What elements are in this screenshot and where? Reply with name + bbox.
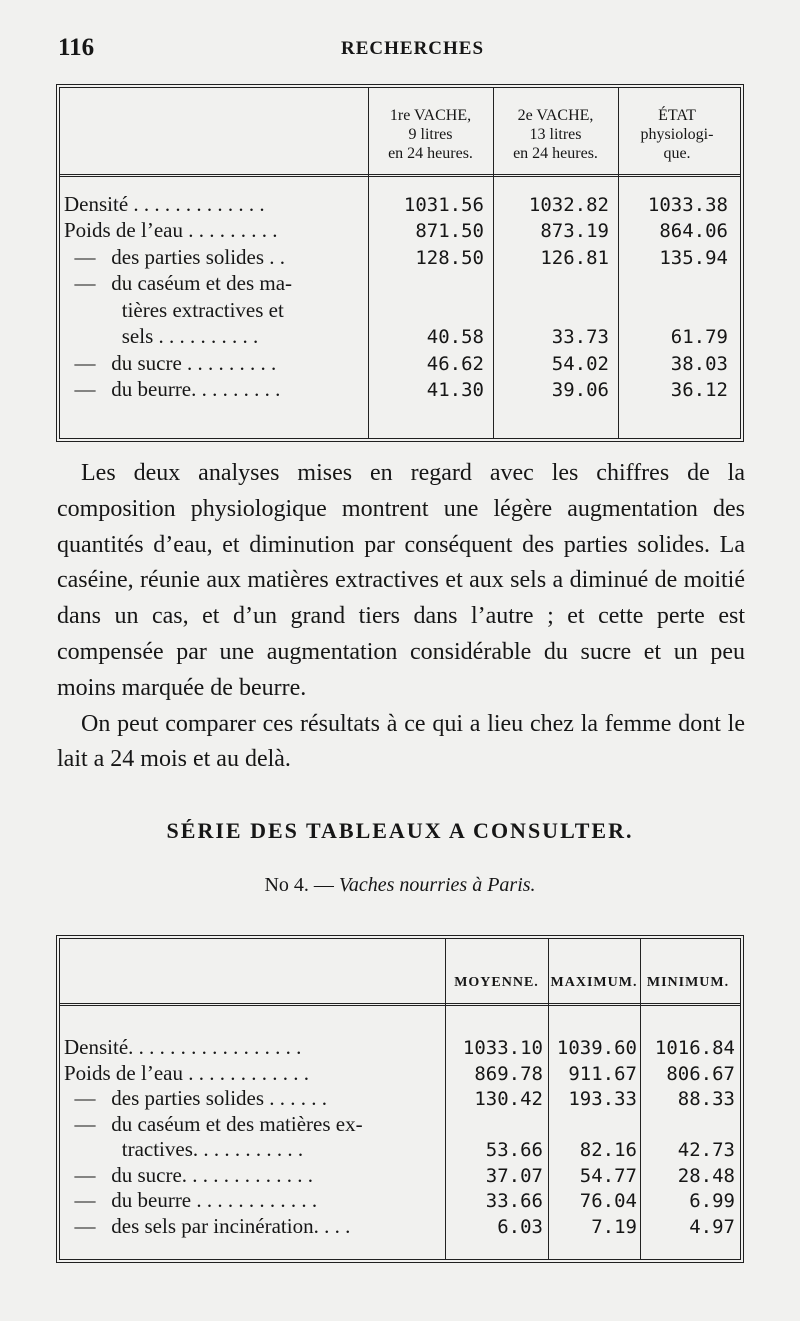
value-cell: 54.77 <box>579 1165 637 1187</box>
value-cell: 33.73 <box>551 326 609 348</box>
value-cell: 33.66 <box>485 1190 543 1212</box>
column-header-minimum: MINIMUM. <box>646 975 730 990</box>
value-cell: 6.99 <box>689 1190 735 1212</box>
header-rule <box>60 174 740 177</box>
column-header-line: 13 litres <box>529 126 582 143</box>
page-header <box>58 34 738 70</box>
column-header-second-cow <box>493 106 618 163</box>
row-label: — du sucre . . . . . . . . . <box>64 351 277 375</box>
row-label: Poids de l’eau . . . . . . . . . . . . <box>64 1061 309 1085</box>
value-cell: 1033.10 <box>462 1037 543 1059</box>
value-cell: 4.97 <box>689 1216 735 1238</box>
row-label: — du beurre. . . . . . . . . <box>64 377 281 401</box>
table-title: Vaches nourries à Paris. <box>338 874 536 896</box>
column-header-line: physiologi- <box>640 126 714 143</box>
header-rule <box>60 1003 740 1006</box>
row-label: — du beurre . . . . . . . . . . . . <box>64 1188 318 1212</box>
value-cell: 38.03 <box>670 353 728 375</box>
value-cell: 53.66 <box>485 1139 543 1161</box>
table-number: No 4. — <box>264 874 334 896</box>
row-label: — du sucre. . . . . . . . . . . . . <box>64 1163 314 1187</box>
comparison-table <box>56 84 744 442</box>
row-label: — du caséum et des matières ex- <box>64 1112 363 1136</box>
value-cell: 28.48 <box>677 1165 735 1187</box>
value-cell: 135.94 <box>659 247 728 269</box>
value-cell: 1032.82 <box>528 194 609 216</box>
column-header-line: 1re VACHE, <box>389 107 472 124</box>
value-cell: 40.58 <box>426 326 484 348</box>
row-label: tractives. . . . . . . . . . . <box>64 1137 304 1161</box>
value-cell: 911.67 <box>568 1063 637 1085</box>
value-cell: 1031.56 <box>403 194 484 216</box>
value-cell: 82.16 <box>579 1139 637 1161</box>
value-cell: 61.79 <box>670 326 728 348</box>
value-cell: 42.73 <box>677 1139 735 1161</box>
row-label: — des sels par incinération. . . . <box>64 1214 351 1238</box>
row-label: tières extractives et <box>64 298 284 322</box>
value-cell: 7.19 <box>591 1216 637 1238</box>
section-title: SÉRIE DES TABLEAUX A CONSULTER. <box>166 818 634 843</box>
row-label: — des parties solides . . <box>64 245 286 269</box>
value-cell: 869.78 <box>474 1063 543 1085</box>
row-label: sels . . . . . . . . . . <box>64 324 259 348</box>
column-header-maximum: MAXIMUM. <box>550 975 638 990</box>
value-cell: 41.30 <box>426 379 484 401</box>
row-label: — du caséum et des ma- <box>64 271 293 295</box>
running-title: RECHERCHES <box>341 38 485 59</box>
column-header-first-cow <box>368 106 493 163</box>
value-cell: 1033.38 <box>647 194 728 216</box>
value-cell: 806.67 <box>666 1063 735 1085</box>
page-number: 116 <box>58 34 95 61</box>
value-cell: 1039.60 <box>556 1037 637 1059</box>
value-cell: 46.62 <box>426 353 484 375</box>
column-header-line: en 24 heures. <box>388 145 473 162</box>
column-header-physiological-state <box>618 106 736 163</box>
value-cell: 873.19 <box>540 220 609 242</box>
column-header-line: 9 litres <box>408 126 453 143</box>
summary-table <box>56 935 744 1263</box>
value-cell: 88.33 <box>677 1088 735 1110</box>
value-cell: 1016.84 <box>654 1037 735 1059</box>
paragraph: Les deux analyses mises en regard avec les chiffres de la composition physiologique montrent une légère augmentation des quantités d’eau, et diminution par conséquent des parties solides. La caséine, réunie aux matières extractives et aux sels a diminué de moitié dans un cas, et d’un grand tiers dans l’autre ; et cette perte est compensée par une augmentation considérable du sucre et un peu moins marquée de beurre. <box>57 460 745 701</box>
body-text <box>57 456 745 778</box>
column-header-line: que. <box>663 145 691 162</box>
column-header-line: 2e VACHE, <box>517 107 594 124</box>
value-cell: 864.06 <box>659 220 728 242</box>
value-cell: 193.33 <box>568 1088 637 1110</box>
value-cell: 126.81 <box>540 247 609 269</box>
column-header-line: en 24 heures. <box>513 145 598 162</box>
value-cell: 54.02 <box>551 353 609 375</box>
value-cell: 39.06 <box>551 379 609 401</box>
column-header-mean: MOYENNE. <box>454 975 539 990</box>
value-cell: 128.50 <box>415 247 484 269</box>
value-cell: 130.42 <box>474 1088 543 1110</box>
table-caption <box>0 874 800 897</box>
row-label: — des parties solides . . . . . . <box>64 1086 328 1110</box>
value-cell: 76.04 <box>579 1190 637 1212</box>
row-label: Densité . . . . . . . . . . . . . <box>64 192 265 216</box>
column-header-line: ÉTAT <box>658 107 696 124</box>
value-cell: 37.07 <box>485 1165 543 1187</box>
row-label: Densité. . . . . . . . . . . . . . . . . <box>64 1035 302 1059</box>
value-cell: 36.12 <box>670 379 728 401</box>
row-label: Poids de l’eau . . . . . . . . . <box>64 218 278 242</box>
value-cell: 871.50 <box>415 220 484 242</box>
paragraph: On peut comparer ces résultats à ce qui a lieu chez la femme dont le lait a 24 mois et au delà. <box>57 710 745 773</box>
value-cell: 6.03 <box>497 1216 543 1238</box>
